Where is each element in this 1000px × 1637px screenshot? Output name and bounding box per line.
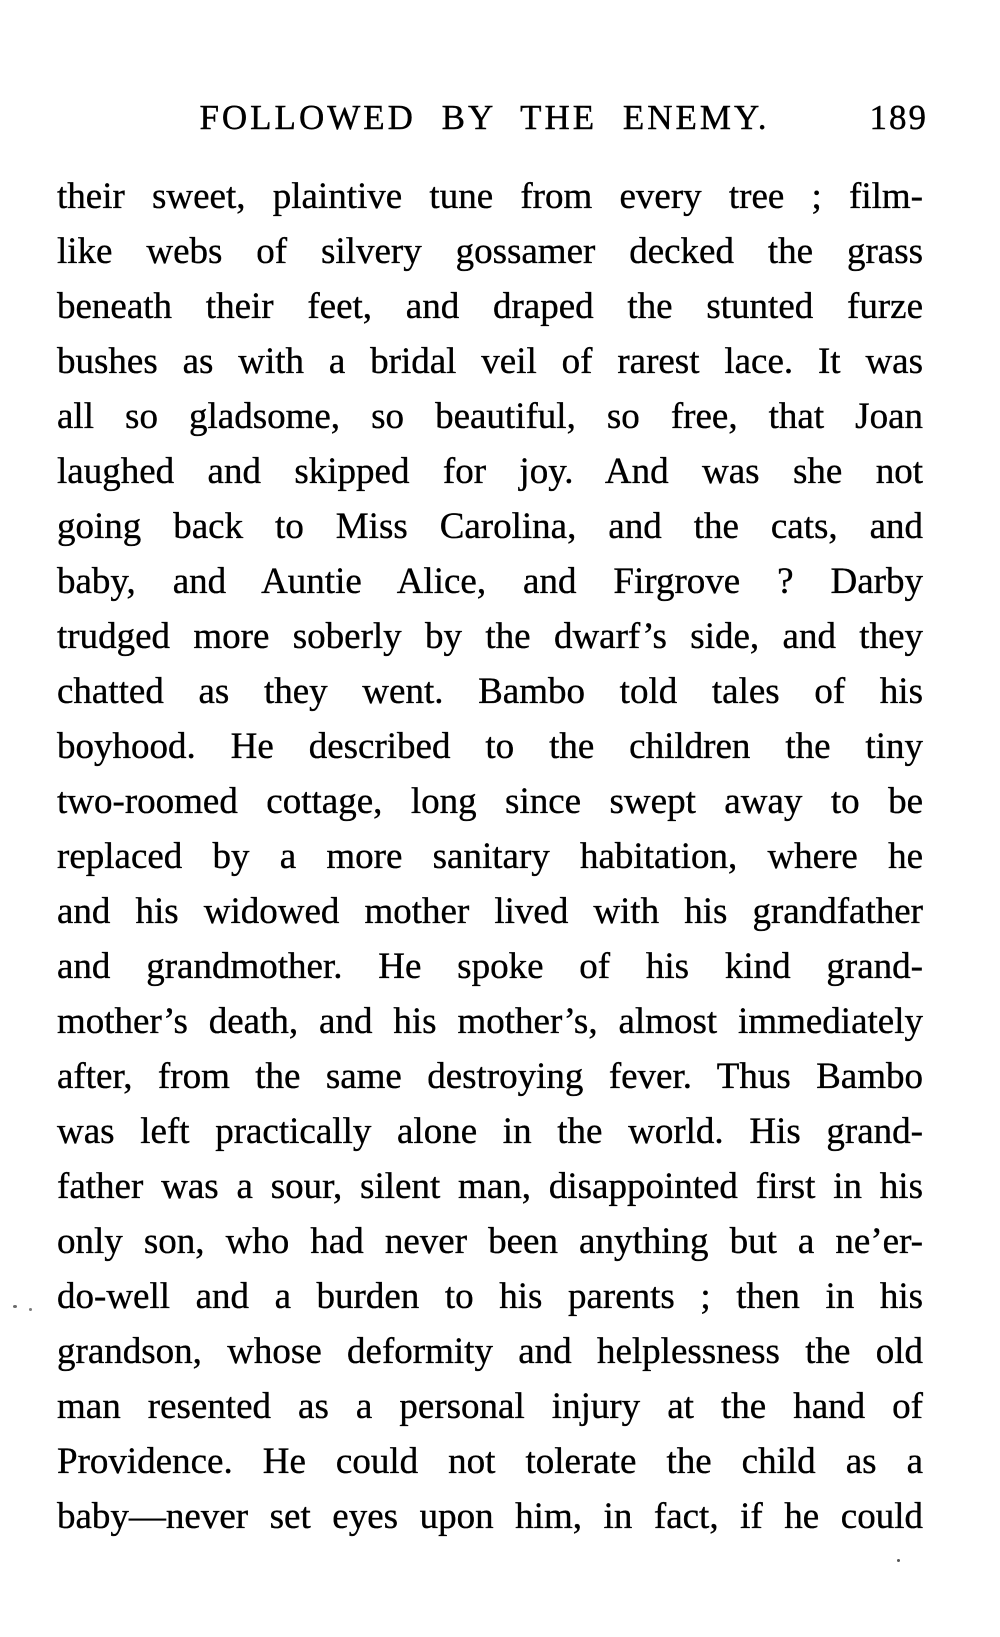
page-number: 189 (869, 98, 928, 137)
text-line: father was a sour, silent man, disappointed first in his (57, 1166, 923, 1207)
text-line: bushes as with a bridal veil of rarest lace. It was (57, 341, 923, 382)
text-line: mother’s death, and his mother’s, almost immediately (57, 1001, 923, 1042)
body-text-block (57, 169, 923, 1544)
scan-speck (13, 1305, 17, 1308)
text-line: man resented as a personal injury at the hand of (57, 1386, 923, 1427)
text-line: trudged more soberly by the dwarf’s side, and they (57, 616, 923, 657)
text-line: their sweet, plaintive tune from every tree ; film- (57, 176, 923, 217)
text-line: after, from the same destroying fever. Thus Bambo (57, 1056, 923, 1097)
text-line: all so gladsome, so beautiful, so free, that Joan (57, 396, 923, 437)
text-line: grandson, whose deformity and helplessness the old (57, 1331, 923, 1372)
text-line: laughed and skipped for joy. And was she not (57, 451, 923, 492)
text-line: like webs of silvery gossamer decked the grass (57, 231, 923, 272)
text-line: and his widowed mother lived with his grandfather (57, 891, 923, 932)
text-line: replaced by a more sanitary habitation, where he (57, 836, 923, 877)
text-line: two-roomed cottage, long since swept away to be (57, 781, 923, 822)
scan-speck (29, 1308, 32, 1311)
text-line: and grandmother. He spoke of his kind grand- (57, 946, 923, 987)
text-line: do-well and a burden to his parents ; then in his (57, 1276, 923, 1317)
text-line: chatted as they went. Bambo told tales of his (57, 671, 923, 712)
running-header (57, 98, 928, 142)
text-line: going back to Miss Carolina, and the cats, and (57, 506, 923, 547)
text-line: Providence. He could not tolerate the child as a (57, 1441, 923, 1482)
text-line: baby—never set eyes upon him, in fact, if he could (57, 1496, 923, 1537)
text-line: beneath their feet, and draped the stunted furze (57, 286, 923, 327)
scan-speck (897, 1559, 900, 1562)
text-line: was left practically alone in the world. His grand- (57, 1111, 923, 1152)
text-line: only son, who had never been anything but a ne’er- (57, 1221, 923, 1262)
text-line: boyhood. He described to the children the tiny (57, 726, 923, 767)
running-header-title: FOLLOWED BY THE ENEMY. (199, 98, 770, 137)
text-line: baby, and Auntie Alice, and Firgrove ? Darby (57, 561, 923, 602)
